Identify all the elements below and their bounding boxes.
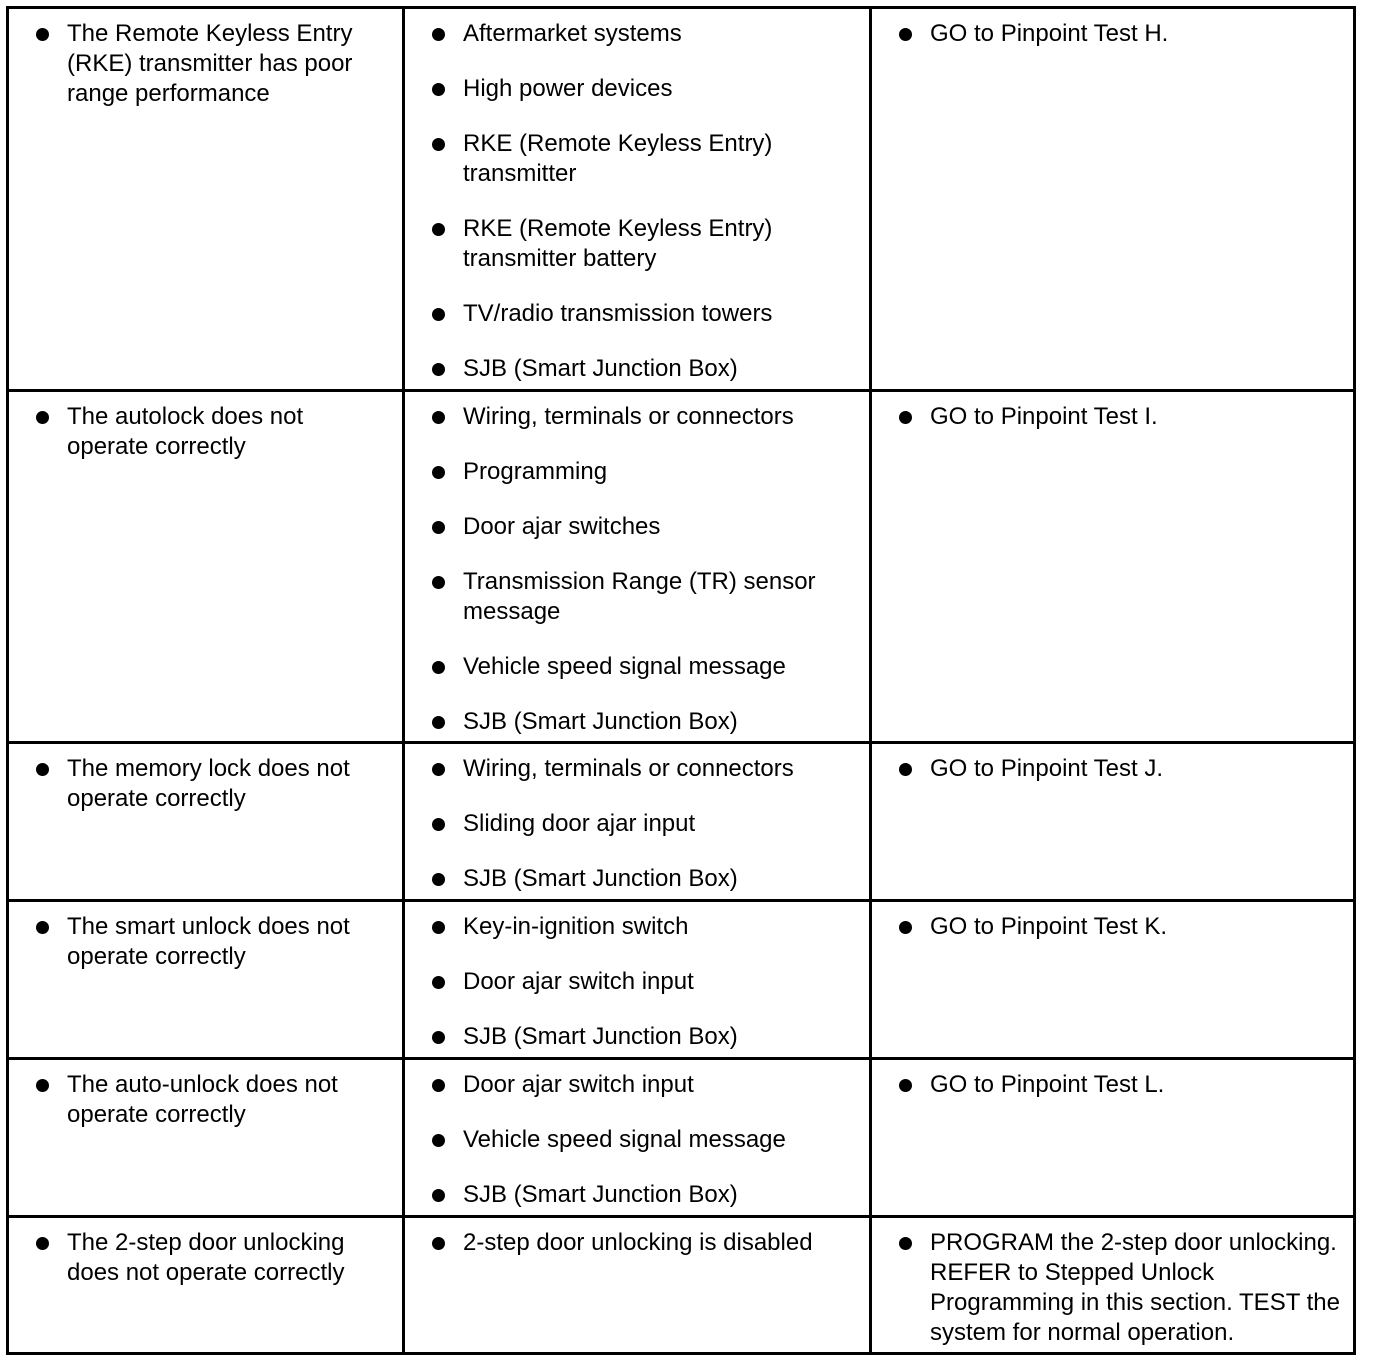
cause-item: TV/radio transmission towers xyxy=(405,299,869,329)
action-cell xyxy=(872,402,1350,432)
cause-item: 2-step door unlocking is disabled xyxy=(405,1228,869,1258)
cause-item: Key-in-ignition switch xyxy=(405,912,869,942)
cause-item: SJB (Smart Junction Box) xyxy=(405,864,869,894)
action-cell xyxy=(872,1070,1350,1100)
action-text: GO to Pinpoint Test I. xyxy=(872,402,1350,432)
action-cell xyxy=(872,19,1350,49)
possible-causes-cell xyxy=(405,754,869,894)
symptom-text: The Remote Keyless Entry (RKE) transmitter has poor range performance xyxy=(9,19,402,109)
cause-item: Door ajar switch input xyxy=(405,1070,869,1100)
action-cell xyxy=(872,1228,1350,1348)
possible-causes-cell xyxy=(405,19,869,384)
action-text: GO to Pinpoint Test J. xyxy=(872,754,1350,784)
action-cell xyxy=(872,754,1350,784)
symptom-cell xyxy=(9,402,402,462)
symptom-text: The smart unlock does not operate correctly xyxy=(9,912,402,972)
cause-item: Wiring, terminals or connectors xyxy=(405,754,869,784)
cause-item: RKE (Remote Keyless Entry) transmitter battery xyxy=(405,214,869,274)
cause-item: Door ajar switch input xyxy=(405,967,869,997)
action-text: PROGRAM the 2-step door unlocking. REFER to Stepped Unlock Programming in this section. TEST the system for normal operation. xyxy=(872,1228,1350,1348)
cause-item: High power devices xyxy=(405,74,869,104)
cause-item: Transmission Range (TR) sensor message xyxy=(405,567,869,627)
cause-item: RKE (Remote Keyless Entry) transmitter xyxy=(405,129,869,189)
cause-item: Vehicle speed signal message xyxy=(405,1125,869,1155)
possible-causes-cell xyxy=(405,1070,869,1210)
possible-causes-cell xyxy=(405,1228,869,1258)
symptom-cell xyxy=(9,912,402,972)
cause-item: SJB (Smart Junction Box) xyxy=(405,707,869,737)
row-divider xyxy=(9,1057,1353,1060)
cause-item: Door ajar switches xyxy=(405,512,869,542)
symptom-text: The memory lock does not operate correctly xyxy=(9,754,402,814)
cause-item: Vehicle speed signal message xyxy=(405,652,869,682)
possible-causes-cell xyxy=(405,402,869,737)
symptom-cell xyxy=(9,754,402,814)
action-text: GO to Pinpoint Test H. xyxy=(872,19,1350,49)
action-text: GO to Pinpoint Test K. xyxy=(872,912,1350,942)
cause-item: Sliding door ajar input xyxy=(405,809,869,839)
possible-causes-cell xyxy=(405,912,869,1052)
row-divider xyxy=(9,1215,1353,1218)
symptom-chart-table xyxy=(6,6,1356,1355)
action-text: GO to Pinpoint Test L. xyxy=(872,1070,1350,1100)
symptom-text: The 2-step door unlocking does not operate correctly xyxy=(9,1228,402,1288)
column-divider xyxy=(869,9,872,1352)
row-divider xyxy=(9,389,1353,392)
symptom-cell xyxy=(9,19,402,109)
cause-item: SJB (Smart Junction Box) xyxy=(405,1180,869,1210)
row-divider xyxy=(9,741,1353,744)
cause-item: Wiring, terminals or connectors xyxy=(405,402,869,432)
symptom-cell xyxy=(9,1070,402,1130)
symptom-cell xyxy=(9,1228,402,1288)
symptom-text: The autolock does not operate correctly xyxy=(9,402,402,462)
row-divider xyxy=(9,899,1353,902)
cause-item: Aftermarket systems xyxy=(405,19,869,49)
cause-item: SJB (Smart Junction Box) xyxy=(405,1022,869,1052)
action-cell xyxy=(872,912,1350,942)
cause-item: Programming xyxy=(405,457,869,487)
symptom-text: The auto-unlock does not operate correctly xyxy=(9,1070,402,1130)
cause-item: SJB (Smart Junction Box) xyxy=(405,354,869,384)
